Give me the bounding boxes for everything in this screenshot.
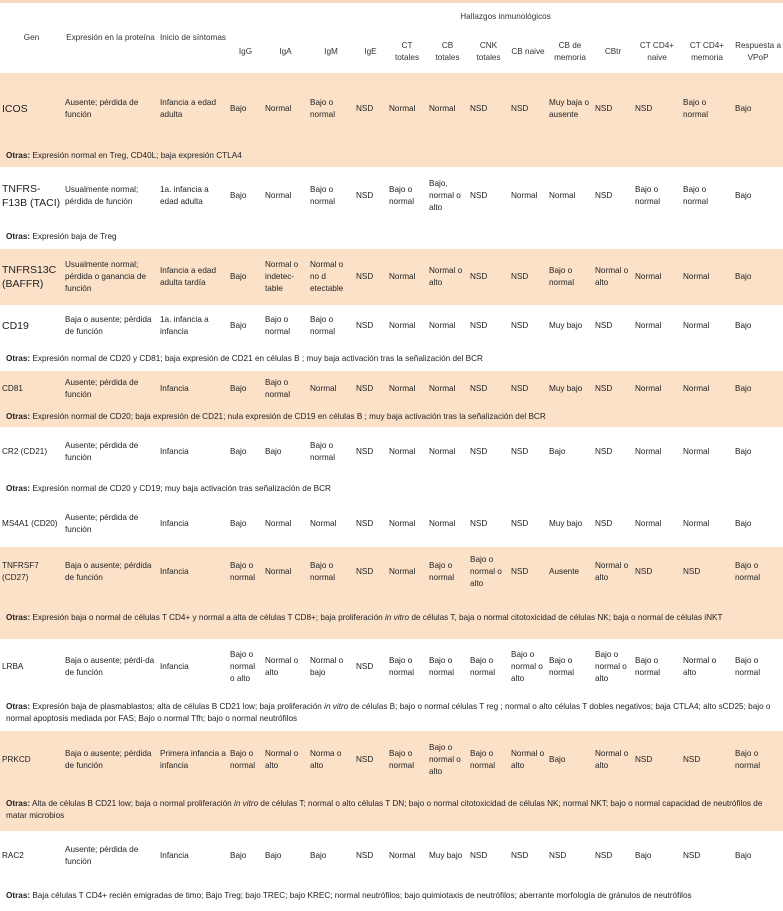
value-cell: NSD [511, 851, 529, 860]
value-cell: Bajo o normal [230, 561, 256, 582]
header-inicio: Inicio de síntomas [160, 33, 226, 42]
value-cell: Normal [389, 272, 416, 281]
note-cell [0, 407, 783, 427]
value-cell: Bajo [635, 851, 652, 860]
note-row [0, 597, 783, 639]
note-text: Expresión baja o normal de células T CD4+ y normal a alta de células T CD8+; baja proliferación [30, 613, 385, 622]
note-label: Otras: [6, 891, 31, 900]
gene-cell: MS4A1 (CD20) [2, 519, 58, 528]
value-cell: Bajo o normal o alto [595, 650, 627, 683]
table-row [0, 73, 783, 145]
value-cell: Normal [429, 321, 456, 330]
value-cell: NSD [595, 104, 613, 113]
gene-cell: RAC2 [2, 851, 24, 860]
value-cell: NSD [356, 321, 374, 330]
value-cell: Normal [635, 447, 662, 456]
table-row [0, 371, 783, 407]
value-cell: Normal o alto [595, 561, 629, 582]
gene-cell: CD19 [2, 320, 29, 332]
table-row [0, 249, 783, 305]
value-cell: Bajo o normal [635, 656, 661, 677]
value-cell: Normal [683, 321, 710, 330]
value-cell: Normal [683, 384, 710, 393]
value-cell: Bajo [230, 447, 247, 456]
value-cell: Normal [310, 519, 337, 528]
gene-cell: LRBA [2, 662, 24, 671]
onset-cell: Infancia [160, 567, 189, 576]
value-cell: Bajo [735, 191, 752, 200]
value-cell: Muy bajo [549, 321, 583, 330]
value-cell: NSD [470, 191, 488, 200]
value-cell: Bajo o normal [310, 98, 336, 119]
header-col: CNK totales [476, 41, 501, 62]
note-row [0, 347, 783, 371]
gene-cell: ICOS [2, 103, 28, 115]
note-cell [0, 477, 783, 501]
header-col: CB totales [435, 41, 460, 62]
note-text: Expresión normal en Treg, CD40L; baja expresión CTLA4 [30, 151, 242, 160]
value-cell: Ausente [549, 567, 580, 576]
value-cell: Bajo o normal [389, 185, 415, 206]
onset-cell: Infancia [160, 447, 189, 456]
value-cell: Normal [389, 104, 416, 113]
value-cell: NSD [635, 755, 653, 764]
table-row [0, 547, 783, 597]
value-cell: NSD [356, 567, 374, 576]
value-cell: Normal o alto [595, 749, 629, 770]
value-cell: NSD [356, 851, 374, 860]
value-cell: Bajo o normal [470, 749, 496, 770]
value-cell: Bajo o normal [389, 656, 415, 677]
gene-cell: CD81 [2, 384, 23, 393]
note-label: Otras: [6, 412, 31, 421]
value-cell: Normal o alto [511, 749, 545, 770]
onset-cell: Infancia a edad adulta tardía [160, 266, 216, 287]
expression-cell: Baja o ausente; pérdida de función [65, 315, 152, 336]
note-text: Expresión normal de CD20 y CD19; muy baja activación tras señalización de BCR [30, 484, 331, 493]
note-cell [0, 789, 783, 831]
value-cell: Normal [389, 384, 416, 393]
onset-cell: 1a. infancia a edad adulta [160, 185, 209, 206]
note-text: Expresión normal de CD20 y CD81; baja expresión de CD21 en células B ; muy baja activación tras la señalización del BCR [30, 354, 483, 363]
value-cell: Bajo o normal [549, 656, 575, 677]
header-col: IgA [279, 47, 292, 56]
value-cell: Normal [683, 272, 710, 281]
value-cell: NSD [549, 851, 567, 860]
header-col: CB naive [511, 47, 545, 56]
value-cell: Bajo o normal [735, 749, 761, 770]
onset-cell: Infancia [160, 384, 189, 393]
table-row [0, 501, 783, 547]
value-cell: Muy bajo [549, 384, 583, 393]
expression-cell: Usualmente normal; pérdida o ganancia de función [65, 260, 147, 293]
note-label: Otras: [6, 232, 31, 241]
value-cell: Bajo o normal o alto [230, 650, 256, 683]
value-cell: Bajo, normal o alto [429, 179, 461, 212]
value-cell: NSD [356, 384, 374, 393]
note-row [0, 789, 783, 831]
note-label: Otras: [6, 799, 31, 808]
value-cell: Bajo [230, 272, 247, 281]
value-cell: Normal o alto [683, 656, 717, 677]
value-cell: NSD [511, 519, 529, 528]
value-cell: Bajo [735, 104, 752, 113]
header-col: IgG [238, 47, 253, 56]
value-cell: Bajo o normal [310, 315, 336, 336]
value-cell: Bajo o normal [735, 656, 761, 677]
value-cell: NSD [595, 851, 613, 860]
expression-cell: Ausente; pérdida de función [65, 441, 139, 462]
expression-cell: Baja o ausente; pérdida de función [65, 561, 152, 582]
value-cell: NSD [683, 755, 701, 764]
value-cell: Bajo [735, 519, 752, 528]
value-cell: Bajo [735, 321, 752, 330]
value-cell: Bajo o normal [735, 561, 761, 582]
value-cell: Normal [429, 384, 456, 393]
value-cell: Bajo o normal [683, 98, 709, 119]
value-cell: Bajo [549, 447, 566, 456]
note-label: Otras: [6, 151, 31, 160]
note-text: de células T, baja o normal citotoxicidad de células NK; baja o normal de células iNKT [409, 613, 723, 622]
header-col: IgM [324, 47, 338, 56]
value-cell: Muy bajo [549, 519, 583, 528]
value-cell: Bajo o normal [310, 185, 336, 206]
value-cell: NSD [595, 384, 613, 393]
expression-cell: Ausente; pérdida de función [65, 845, 139, 866]
value-cell: NSD [511, 567, 529, 576]
value-cell: NSD [595, 447, 613, 456]
value-cell: NSD [356, 519, 374, 528]
value-cell: Normal o no d etectable [310, 260, 344, 293]
value-cell: Normal o alto [429, 266, 463, 287]
header-col: CT CD4+ memoria [689, 41, 725, 62]
value-cell: Normal [265, 191, 292, 200]
value-cell: Bajo [735, 384, 752, 393]
value-cell: NSD [595, 321, 613, 330]
value-cell: NSD [511, 104, 529, 113]
value-cell: Normal [389, 567, 416, 576]
value-cell: Bajo [230, 851, 247, 860]
value-cell: Bajo o normal [310, 441, 336, 462]
note-row [0, 407, 783, 427]
value-cell: Bajo o normal [429, 656, 455, 677]
note-italic: in vitro [234, 799, 259, 808]
value-cell: NSD [635, 567, 653, 576]
value-cell: Bajo [549, 755, 566, 764]
value-cell: Bajo o normal o alto [429, 743, 461, 776]
header-col: CB de memoria [554, 41, 586, 62]
gene-cell: CR2 (CD21) [2, 447, 48, 456]
note-text: Expresión baja de plasmablastos; alta de células B CD21 low; baja proliferación [30, 702, 325, 711]
value-cell: Normal [265, 104, 292, 113]
expression-cell: Ausente; pérdida de función [65, 513, 139, 534]
value-cell: NSD [356, 104, 374, 113]
note-text: Expresión baja de Treg [30, 232, 117, 241]
gene-cell: TNFRSF7 (CD27) [2, 561, 39, 582]
header-gen: Gen [23, 33, 40, 42]
value-cell: Normal [511, 191, 538, 200]
onset-cell: Infancia [160, 851, 189, 860]
note-cell [0, 225, 783, 249]
note-text: Expresión normal de CD20; baja expresión de CD21; nula expresión de CD19 en células B ; muy baja activación tras la señalización del BCR [30, 412, 546, 421]
header-hallazgos: Hallazgos inmunológicos [460, 12, 551, 21]
value-cell: Norma o alto [310, 749, 342, 770]
value-cell: Bajo o normal [470, 656, 496, 677]
value-cell: Normal [389, 851, 416, 860]
note-label: Otras: [6, 484, 31, 493]
value-cell: Normal [389, 519, 416, 528]
value-cell: Bajo o normal [265, 315, 291, 336]
value-cell: Normal [389, 321, 416, 330]
onset-cell: Infancia a edad adulta [160, 98, 216, 119]
note-label: Otras: [6, 702, 31, 711]
value-cell: NSD [511, 384, 529, 393]
note-text: Baja células T CD4+ recién emigradas de timo; Bajo Treg; bajo TREC; bajo KREC; normal neutrófilos; bajo quimiotaxis de neutrófilos; aberrante morfología de gránulos de neutrófilos [30, 891, 692, 900]
note-row [0, 225, 783, 249]
note-text: de células T; normal o alto células T DN; bajo o normal citotoxicidad de células NK; normal NKT; bajo o normal capacidad de neutrófilos de matar microbios [6, 799, 763, 820]
value-cell: NSD [356, 755, 374, 764]
gene-cell: TNFRS-F13B (TACI) [2, 183, 61, 209]
value-cell: Bajo [265, 447, 282, 456]
value-cell: NSD [595, 191, 613, 200]
value-cell: NSD [595, 519, 613, 528]
expression-cell: Ausente; pérdida de función [65, 378, 139, 399]
note-italic: in vitro [384, 613, 410, 622]
value-cell: Bajo [230, 191, 247, 200]
expression-cell: Baja o ausente; pérdida de función [65, 749, 152, 770]
value-cell: Bajo [230, 321, 247, 330]
value-cell: Normal o indetec-table [265, 260, 299, 293]
header-expresion: Expresión en la proteína [66, 33, 155, 42]
value-cell: NSD [356, 662, 374, 671]
value-cell: Bajo [735, 447, 752, 456]
onset-cell: Infancia [160, 519, 189, 528]
value-cell: NSD [356, 447, 374, 456]
note-cell [0, 695, 783, 731]
note-cell [0, 347, 783, 371]
note-row [0, 145, 783, 167]
note-cell [0, 597, 783, 639]
value-cell: Bajo [265, 851, 282, 860]
value-cell: Bajo o normal [310, 561, 336, 582]
value-cell: NSD [470, 104, 488, 113]
value-cell: NSD [470, 851, 488, 860]
onset-cell: 1a. infancia a infancia [160, 315, 209, 336]
header-col: CT totales [394, 41, 420, 62]
value-cell: Bajo o normal [635, 185, 661, 206]
value-cell: NSD [683, 567, 701, 576]
value-cell: NSD [511, 272, 529, 281]
header-col: IgE [364, 47, 377, 56]
value-cell: Bajo o normal o alto [511, 650, 543, 683]
expression-cell: Usualmente normal; pérdida de función [65, 185, 139, 206]
value-cell: NSD [635, 104, 653, 113]
gene-cell: PRKCD [2, 755, 31, 764]
value-cell: Bajo o normal [549, 266, 575, 287]
table-row [0, 639, 783, 695]
value-cell: Normal o alto [265, 656, 299, 677]
value-cell: Bajo o normal [230, 749, 256, 770]
note-cell [0, 881, 783, 911]
value-cell: Normal [265, 567, 292, 576]
value-cell: Bajo o normal [265, 378, 291, 399]
value-cell: Normal o bajo [310, 656, 344, 677]
value-cell: NSD [356, 272, 374, 281]
value-cell: NSD [470, 447, 488, 456]
value-cell: Normal [265, 519, 292, 528]
value-cell: Normal [389, 447, 416, 456]
note-label: Otras: [6, 613, 31, 622]
expression-cell: Baja o ausente; pérdi-da de función [65, 656, 155, 677]
value-cell: Normal [429, 104, 456, 113]
note-text: Alta de células B CD21 low; baja o normal proliferación [30, 799, 235, 808]
value-cell: Bajo [230, 519, 247, 528]
value-cell: Normal [683, 447, 710, 456]
value-cell: Bajo [230, 384, 247, 393]
value-cell: Normal o alto [595, 266, 629, 287]
value-cell: NSD [511, 321, 529, 330]
header-col: CBtr [604, 47, 622, 56]
value-cell: Bajo o normal [389, 749, 415, 770]
table-row [0, 167, 783, 225]
table-row [0, 305, 783, 347]
table-row [0, 731, 783, 789]
value-cell: NSD [511, 447, 529, 456]
table-row [0, 831, 783, 881]
note-label: Otras: [6, 354, 31, 363]
value-cell: Bajo [310, 851, 327, 860]
note-cell [0, 145, 783, 167]
value-cell: Bajo [735, 272, 752, 281]
value-cell: Normal [549, 191, 576, 200]
header-col: CT CD4+ naive [639, 41, 675, 62]
value-cell: Normal [635, 519, 662, 528]
note-row [0, 477, 783, 501]
value-cell: Normal [635, 272, 662, 281]
value-cell: Bajo o normal [683, 185, 709, 206]
gene-cell: TNFRS13C (BAFFR) [2, 264, 57, 290]
onset-cell: Infancia [160, 662, 189, 671]
value-cell: NSD [683, 851, 701, 860]
value-cell: Bajo o normal [429, 561, 455, 582]
value-cell: Bajo [230, 104, 247, 113]
note-italic: in vitro [324, 702, 349, 711]
value-cell: Normal [429, 447, 456, 456]
value-cell: Muy baja o ausente [549, 98, 590, 119]
value-cell: Normal [429, 519, 456, 528]
value-cell: NSD [356, 191, 374, 200]
value-cell: Bajo o normal o alto [470, 555, 502, 588]
expression-cell: Ausente; pérdida de función [65, 98, 139, 119]
value-cell: Bajo [735, 851, 752, 860]
note-text: de células B; bajo o normal células T reg ; normal o alto células T dobles negativos; baja CTLA4; alto sCD25; bajo o normal apoptosis mediada por FAS; Bajo o normal Tfh; bajo o normal neutrófilos [6, 702, 771, 723]
value-cell: Normal [635, 384, 662, 393]
value-cell: NSD [470, 321, 488, 330]
value-cell: Muy bajo [429, 851, 463, 860]
value-cell: Normal o alto [265, 749, 299, 770]
note-row [0, 695, 783, 731]
value-cell: NSD [470, 272, 488, 281]
immunology-table [0, 3, 783, 911]
value-cell: Normal [635, 321, 662, 330]
value-cell: Normal [310, 384, 337, 393]
header-col: Respuesta a VPoP [735, 41, 782, 62]
table-row [0, 427, 783, 477]
onset-cell: Primera infancia a infancia [160, 749, 226, 770]
note-row [0, 881, 783, 911]
value-cell: NSD [470, 519, 488, 528]
value-cell: NSD [470, 384, 488, 393]
value-cell: Normal [683, 519, 710, 528]
